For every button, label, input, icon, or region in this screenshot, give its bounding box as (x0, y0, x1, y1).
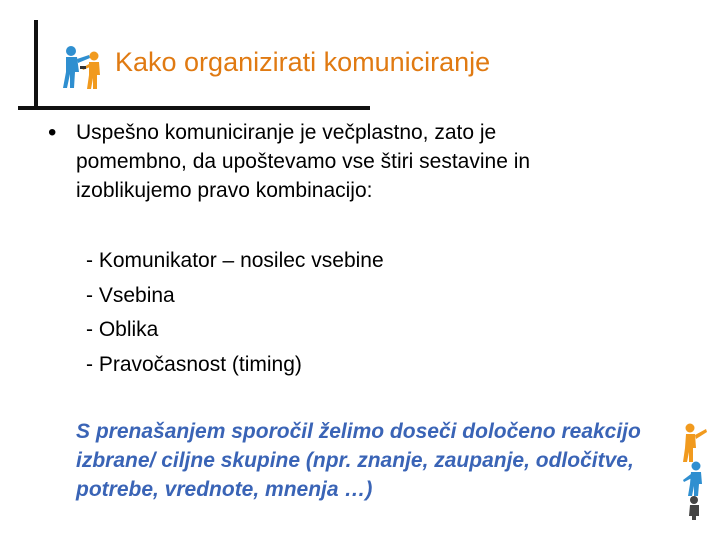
title-horizontal-rule (18, 106, 370, 110)
list-item: - Komunikator – nosilec vsebine (86, 249, 384, 272)
highlight-statement: S prenašanjem sporočil želimo doseči določeno reakcijo izbrane/ ciljne skupine (npr. znanje, zaupanje, odločitve, potrebe, vrednote, mnenja …) (76, 420, 641, 501)
title-vertical-rule (34, 20, 38, 110)
list-item: - Vsebina (86, 283, 175, 307)
list-item: - Pravočasnost (timing) (86, 352, 302, 376)
stacked-figures-icon (676, 420, 720, 520)
list-item: - Oblika (86, 318, 159, 341)
slide-title: Kako organizirati komuniciranje (115, 47, 491, 77)
bullet-marker: • (48, 119, 57, 146)
components-list (86, 244, 384, 382)
bullet-text: Uspešno komuniciranje je večplastno, zato je pomembno, da upoštevamo vse štiri sestavine in izoblikujemo pravo kombinacijo: (76, 121, 531, 202)
two-figures-icon (58, 42, 106, 92)
